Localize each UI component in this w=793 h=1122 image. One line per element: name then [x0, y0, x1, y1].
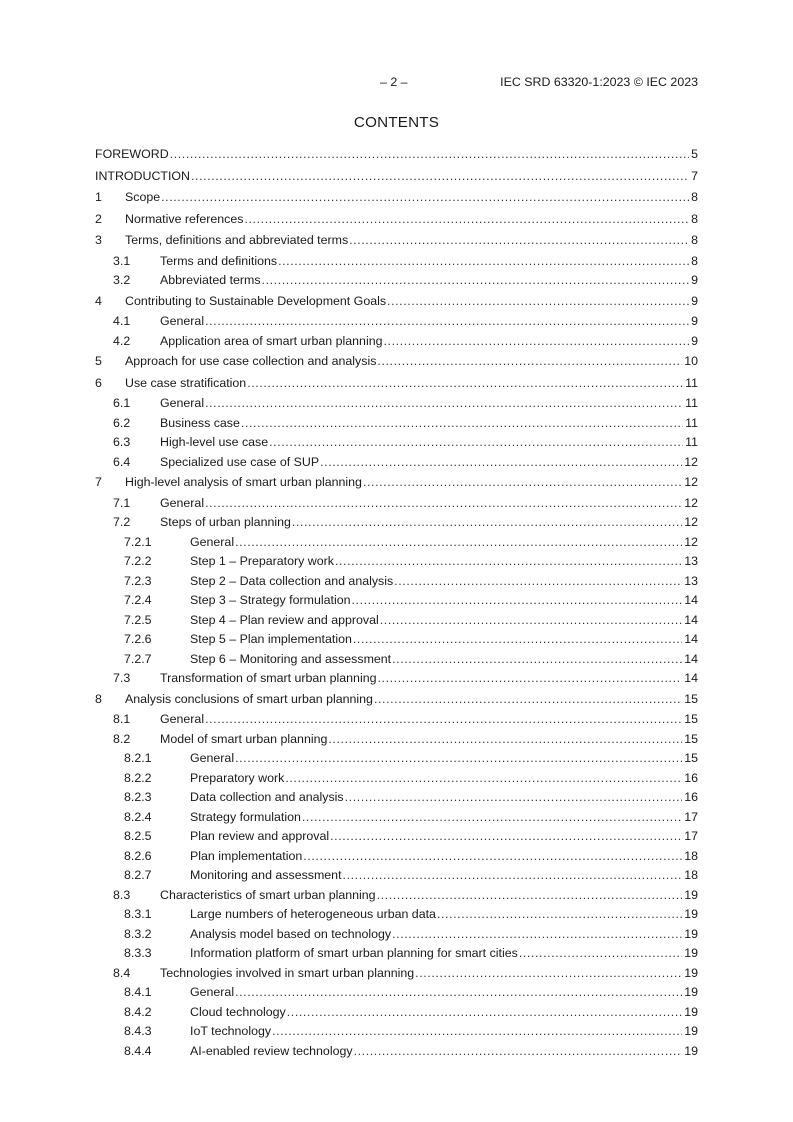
- toc-entry[interactable]: [95, 769, 698, 789]
- toc-entry-page: 15: [684, 731, 698, 746]
- toc-entry-title[interactable]: Step 4 – Plan review and approval: [190, 612, 379, 627]
- toc-entry-page: 19: [684, 926, 698, 941]
- toc-entry-title[interactable]: Specialized use case of SUP: [160, 454, 320, 469]
- toc-entry-number: 8: [95, 691, 102, 706]
- toc-leader-dots: [330, 827, 682, 847]
- toc-entry-number: 3.1: [113, 253, 131, 268]
- toc-leader-dots: [278, 252, 689, 272]
- toc-entry[interactable]: [95, 472, 698, 494]
- toc-entry[interactable]: [95, 749, 698, 769]
- toc-entry-title[interactable]: Step 3 – Strategy formulation: [190, 593, 351, 607]
- toc-entry[interactable]: [95, 209, 698, 231]
- toc-leader-dots: [351, 591, 682, 611]
- toc-entry-page: 8: [691, 253, 698, 268]
- toc-entry-title[interactable]: Data collection and analysis: [190, 790, 344, 804]
- toc-leader-dots: [363, 472, 682, 494]
- toc-entry[interactable]: [95, 230, 698, 252]
- toc-entry-title[interactable]: Step 2 – Data collection and analysis: [190, 573, 394, 588]
- toc-entry-number: 6.1: [113, 396, 131, 410]
- toc-entry-number: 4.1: [113, 314, 131, 328]
- toc-entry[interactable]: [95, 630, 698, 650]
- toc-entry-page: 19: [684, 946, 698, 960]
- toc-entry-title[interactable]: Information platform of smart urban planning for smart cities: [190, 946, 518, 960]
- toc-entry-page: 18: [684, 868, 698, 882]
- toc-entry-title[interactable]: General: [160, 314, 205, 328]
- toc-entry-page: 15: [684, 691, 698, 706]
- toc-entry-number: 8.2.6: [124, 848, 152, 863]
- toc-leader-dots: [272, 1022, 682, 1042]
- toc-entry-title[interactable]: Normative references: [125, 211, 244, 226]
- toc-leader-dots: [161, 187, 689, 209]
- toc-entry[interactable]: [95, 730, 698, 750]
- toc-entry-page: 14: [684, 671, 698, 685]
- toc-entry-number: 4.2: [113, 333, 131, 348]
- toc-entry-number: 8.3.2: [124, 926, 152, 941]
- toc-entry-page: 19: [684, 887, 698, 902]
- toc-leader-dots: [519, 944, 682, 964]
- toc-entry-title[interactable]: Strategy formulation: [190, 809, 301, 824]
- toc-entry-title[interactable]: Scope: [125, 190, 161, 204]
- toc-leader-dots: [262, 271, 689, 291]
- toc-entry[interactable]: [95, 533, 698, 553]
- toc-leader-dots: [303, 847, 682, 867]
- toc-entry-title[interactable]: Terms, definitions and abbreviated terms: [125, 233, 349, 247]
- toc-entry-number: 7.3: [113, 671, 131, 685]
- toc-entry-page: 15: [684, 712, 698, 726]
- toc-entry-title[interactable]: Step 1 – Preparatory work: [190, 554, 334, 568]
- toc-entry-page: 10: [684, 354, 698, 368]
- toc-leader-dots: [235, 749, 682, 769]
- toc-entry[interactable]: [95, 312, 698, 332]
- toc-entry-number: 8.3.1: [124, 907, 152, 921]
- toc-entry[interactable]: [95, 611, 698, 631]
- toc-entry-number: 7.2.5: [124, 612, 152, 627]
- toc-entry-page: 8: [691, 190, 698, 204]
- toc-entry-title[interactable]: Step 5 – Plan implementation: [190, 632, 352, 646]
- toc-entry-page: 9: [691, 333, 698, 348]
- toc-entry-page: 12: [684, 495, 698, 510]
- toc-entry-number: 7.2.6: [124, 632, 152, 646]
- toc-entry[interactable]: [95, 271, 698, 291]
- toc-entry-number: 2: [95, 211, 102, 226]
- toc-entry-title[interactable]: Large numbers of heterogeneous urban data: [190, 907, 436, 921]
- toc-entry[interactable]: [95, 494, 698, 514]
- toc-entry-title[interactable]: Plan implementation: [190, 848, 303, 863]
- toc-entry-page: 8: [691, 211, 698, 226]
- toc-entry-page: 9: [691, 293, 698, 308]
- toc-leader-dots: [377, 886, 683, 906]
- toc-entry-page: 16: [684, 790, 698, 804]
- toc-entry-page: 19: [684, 1004, 698, 1019]
- toc-entry-title[interactable]: Cloud technology: [190, 1004, 286, 1019]
- toc-entry-page: 11: [685, 415, 698, 430]
- toc-entry[interactable]: [95, 394, 698, 414]
- toc-entry[interactable]: [95, 144, 698, 166]
- toc-entry-title[interactable]: Model of smart urban planning: [160, 731, 328, 746]
- toc-entry[interactable]: [95, 905, 698, 925]
- toc-leader-dots: [343, 866, 683, 886]
- toc-entry-page: 17: [684, 829, 698, 843]
- toc-entry[interactable]: [95, 944, 698, 964]
- toc-entry-title[interactable]: General: [160, 712, 205, 726]
- toc-entry[interactable]: [95, 827, 698, 847]
- toc-entry[interactable]: [95, 332, 698, 352]
- toc-entry[interactable]: [95, 1022, 698, 1042]
- toc-entry-title[interactable]: General: [190, 751, 235, 765]
- toc-leader-dots: [302, 808, 682, 828]
- toc-leader-dots: [205, 394, 683, 414]
- toc-entry-title[interactable]: High-level analysis of smart urban planning: [125, 475, 362, 489]
- toc-entry-page: 14: [684, 612, 698, 627]
- toc-entry-title[interactable]: High-level use case: [160, 435, 269, 449]
- toc-entry-number: 6: [95, 375, 102, 390]
- toc-entry-page: 19: [684, 1024, 698, 1038]
- toc-entry[interactable]: [95, 414, 698, 434]
- toc-leader-dots: [235, 533, 682, 553]
- toc-entry-page: 8: [691, 233, 698, 247]
- toc-entry-title[interactable]: Characteristics of smart urban planning: [160, 887, 376, 902]
- toc-entry-title[interactable]: Plan review and approval: [190, 829, 330, 843]
- toc-leader-dots: [205, 494, 682, 514]
- toc-entry-number: 8.2: [113, 731, 131, 746]
- toc-entry-number: 7.1: [113, 495, 131, 510]
- toc-entry-page: 17: [684, 809, 698, 824]
- toc-entry-number: 3.2: [113, 273, 131, 287]
- toc-entry-page: 19: [684, 965, 698, 980]
- toc-leader-dots: [392, 925, 682, 945]
- toc-leader-dots: [292, 513, 682, 533]
- toc-entry-number: 3: [95, 233, 102, 247]
- toc-entry-title[interactable]: FOREWORD: [95, 147, 169, 161]
- toc-entry-page: 14: [684, 651, 698, 666]
- toc-entry-page: 14: [684, 593, 698, 607]
- toc-leader-dots: [269, 433, 683, 453]
- toc-entry[interactable]: [95, 591, 698, 611]
- toc-entry-title[interactable]: Application area of smart urban planning: [160, 333, 383, 348]
- toc-entry[interactable]: [95, 689, 698, 711]
- toc-entry-number: 8.4.1: [124, 985, 152, 999]
- toc-leader-dots: [205, 312, 689, 332]
- toc-entry-number: 7.2.3: [124, 573, 152, 588]
- toc-entry-number: 1: [95, 190, 102, 204]
- toc-entry-number: 8.2.5: [124, 829, 152, 843]
- toc-entry-number: 4: [95, 293, 102, 308]
- toc-entry-page: 16: [684, 770, 698, 785]
- toc-entry-number: 8.2.1: [124, 751, 152, 765]
- toc-entry-title[interactable]: General: [190, 534, 235, 549]
- toc-entry-page: 11: [685, 435, 698, 449]
- toc-leader-dots: [320, 453, 682, 473]
- toc-entry-page: 11: [685, 396, 698, 410]
- table-of-contents: [95, 144, 698, 1061]
- toc-leader-dots: [380, 611, 682, 631]
- toc-entry-number: 8.2.7: [124, 868, 152, 882]
- toc-entry[interactable]: [95, 650, 698, 670]
- toc-entry-number: 6.2: [113, 415, 131, 430]
- toc-entry-number: 7.2.1: [124, 534, 152, 549]
- toc-entry-title[interactable]: Preparatory work: [190, 770, 285, 785]
- toc-entry-title[interactable]: Technologies involved in smart urban planning: [160, 965, 415, 980]
- toc-leader-dots: [387, 291, 689, 313]
- toc-entry[interactable]: [95, 252, 698, 272]
- toc-leader-dots: [205, 710, 682, 730]
- toc-leader-dots: [328, 730, 682, 750]
- toc-leader-dots: [287, 1003, 682, 1023]
- toc-entry-title[interactable]: Terms and definitions: [160, 253, 278, 268]
- toc-leader-dots: [394, 572, 682, 592]
- toc-entry-number: 8.4.4: [124, 1043, 152, 1058]
- toc-entry[interactable]: [95, 291, 698, 313]
- toc-entry-number: 8.2.2: [124, 770, 152, 785]
- toc-entry[interactable]: [95, 710, 698, 730]
- toc-leader-dots: [345, 788, 683, 808]
- toc-entry-number: 8.3: [113, 887, 131, 902]
- toc-leader-dots: [241, 414, 683, 434]
- toc-entry-title[interactable]: Analysis conclusions of smart urban planning: [125, 691, 373, 706]
- toc-leader-dots: [285, 769, 682, 789]
- toc-leader-dots: [378, 669, 683, 689]
- toc-entry-number: 7.2.4: [124, 593, 152, 607]
- toc-entry-number: 8.3.3: [124, 946, 152, 960]
- toc-leader-dots: [374, 689, 682, 711]
- toc-entry[interactable]: [95, 983, 698, 1003]
- toc-entry[interactable]: [95, 925, 698, 945]
- toc-entry[interactable]: [95, 373, 698, 395]
- toc-entry[interactable]: [95, 1003, 698, 1023]
- toc-entry-title[interactable]: General: [160, 495, 205, 510]
- toc-entry-number: 8.4.2: [124, 1004, 152, 1019]
- toc-entry[interactable]: [95, 453, 698, 473]
- toc-entry-number: 6.3: [113, 435, 131, 449]
- toc-entry[interactable]: [95, 187, 698, 209]
- toc-entry-page: 19: [684, 907, 698, 921]
- toc-entry-page: 11: [685, 375, 698, 390]
- toc-entry-title[interactable]: Abbreviated terms: [160, 273, 261, 287]
- toc-leader-dots: [335, 552, 682, 572]
- toc-entry-title[interactable]: Approach for use case collection and analysis: [125, 354, 377, 368]
- toc-entry[interactable]: [95, 166, 698, 188]
- toc-entry-page: 9: [691, 314, 698, 328]
- toc-entry[interactable]: [95, 552, 698, 572]
- toc-entry-page: 12: [684, 475, 698, 489]
- toc-entry-title[interactable]: Analysis model based on technology: [190, 926, 392, 941]
- toc-entry-number: 7: [95, 475, 102, 489]
- toc-entry-number: 8.4: [113, 965, 131, 980]
- toc-entry-page: 13: [684, 573, 698, 588]
- toc-entry-number: 6.4: [113, 454, 131, 469]
- toc-entry-number: 8.2.4: [124, 809, 152, 824]
- toc-entry[interactable]: [95, 572, 698, 592]
- toc-entry-page: 13: [684, 554, 698, 568]
- toc-leader-dots: [354, 1042, 683, 1062]
- toc-entry-title[interactable]: General: [190, 985, 235, 999]
- toc-entry-page: 18: [684, 848, 698, 863]
- toc-entry-title[interactable]: INTRODUCTION: [95, 168, 190, 183]
- toc-entry-title[interactable]: Business case: [160, 415, 240, 430]
- page-header: [95, 75, 698, 93]
- toc-entry-number: 5: [95, 354, 102, 368]
- toc-entry-page: 12: [684, 534, 698, 549]
- toc-entry-title[interactable]: Monitoring and assessment: [190, 868, 342, 882]
- toc-entry[interactable]: [95, 808, 698, 828]
- toc-entry-number: 7.2: [113, 515, 131, 529]
- toc-leader-dots: [191, 166, 689, 188]
- toc-entry-number: 7.2.2: [124, 554, 152, 568]
- toc-entry-number: 7.2.7: [124, 651, 152, 666]
- toc-entry[interactable]: [95, 964, 698, 984]
- toc-leader-dots: [353, 630, 682, 650]
- toc-leader-dots: [247, 373, 683, 395]
- toc-entry-title[interactable]: Transformation of smart urban planning: [160, 671, 377, 685]
- toc-entry-page: 19: [684, 985, 698, 999]
- toc-entry-title[interactable]: AI-enabled review technology: [190, 1043, 353, 1058]
- toc-leader-dots: [392, 650, 682, 670]
- toc-entry-title[interactable]: General: [160, 396, 205, 410]
- toc-entry[interactable]: [95, 1042, 698, 1062]
- toc-leader-dots: [349, 230, 689, 252]
- toc-leader-dots: [244, 209, 689, 231]
- toc-leader-dots: [383, 332, 689, 352]
- toc-entry-title[interactable]: Steps of urban planning: [160, 515, 291, 529]
- toc-entry[interactable]: [95, 513, 698, 533]
- toc-leader-dots: [437, 905, 682, 925]
- toc-entry-title[interactable]: Use case stratification: [125, 375, 247, 390]
- toc-entry-title[interactable]: Step 6 – Monitoring and assessment: [190, 651, 392, 666]
- toc-entry-page: 9: [691, 273, 698, 287]
- toc-entry[interactable]: [95, 866, 698, 886]
- toc-entry[interactable]: [95, 433, 698, 453]
- toc-entry-page: 12: [684, 515, 698, 529]
- toc-entry[interactable]: [95, 669, 698, 689]
- toc-entry-number: 8.1: [113, 712, 131, 726]
- toc-entry-page: 19: [684, 1043, 698, 1058]
- toc-leader-dots: [377, 351, 682, 373]
- toc-entry[interactable]: [95, 788, 698, 808]
- toc-leader-dots: [170, 144, 689, 166]
- page-title: CONTENTS: [353, 114, 440, 131]
- toc-leader-dots: [235, 983, 682, 1003]
- toc-entry-page: 15: [684, 751, 698, 765]
- toc-entry-page: 7: [691, 168, 698, 183]
- page-number: – 2 –: [380, 75, 408, 89]
- standard-reference: IEC SRD 63320-1:2023 © IEC 2023: [500, 75, 698, 89]
- toc-entry-page: 12: [684, 454, 698, 469]
- toc-entry-number: 8.2.3: [124, 790, 152, 804]
- toc-entry-title[interactable]: Contributing to Sustainable Development Goals: [125, 293, 387, 308]
- toc-entry[interactable]: [95, 886, 698, 906]
- toc-entry-number: 8.4.3: [124, 1024, 152, 1038]
- toc-entry[interactable]: [95, 847, 698, 867]
- toc-entry-page: 5: [691, 147, 698, 161]
- toc-entry[interactable]: [95, 351, 698, 373]
- toc-leader-dots: [415, 964, 682, 984]
- toc-entry-title[interactable]: IoT technology: [190, 1024, 272, 1038]
- toc-entry-page: 14: [684, 632, 698, 646]
